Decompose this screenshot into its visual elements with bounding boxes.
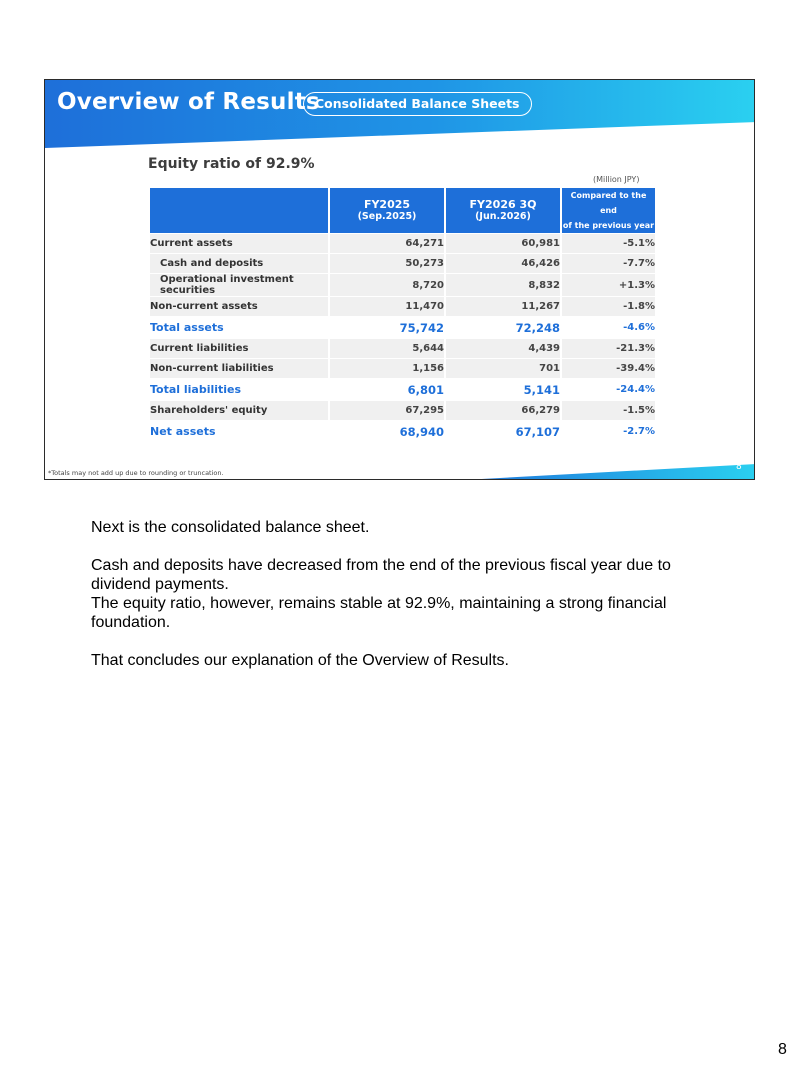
fy2026-value: 66,279 — [446, 401, 560, 421]
fy2025-value: 1,156 — [330, 359, 444, 379]
fy2025-value: 11,470 — [330, 297, 444, 317]
fy2026-value: 72,248 — [446, 317, 560, 339]
fy2026-value: 701 — [446, 359, 560, 379]
table-row — [150, 401, 655, 421]
fy2025-value: 6,801 — [330, 379, 444, 401]
table-row-total — [150, 421, 655, 443]
row-label: Current assets — [150, 234, 328, 254]
fy2026-value: 67,107 — [446, 421, 560, 443]
table-row — [150, 297, 655, 317]
row-label: Non-current assets — [150, 297, 328, 317]
fy2026-value: 60,981 — [446, 234, 560, 254]
row-label: Cash and deposits — [150, 254, 328, 274]
header-blank — [150, 188, 328, 234]
row-label: Operational investment securities — [150, 274, 328, 297]
header-fy2026: FY2026 3Q (Jun.2026) — [446, 188, 560, 234]
speaker-notes — [91, 518, 711, 689]
row-label: Total liabilities — [150, 379, 328, 401]
change-value: -1.5% — [562, 401, 655, 421]
notes-paragraph: That concludes our explanation of the Overview of Results. — [91, 652, 509, 669]
fy2025-value: 8,720 — [330, 274, 444, 297]
notes-paragraph: Next is the consolidated balance sheet. — [91, 519, 370, 536]
fy2025-value: 5,644 — [330, 339, 444, 359]
unit-label: (Million JPY) — [593, 175, 640, 184]
table-row — [150, 359, 655, 379]
fy2025-value: 64,271 — [330, 234, 444, 254]
table-row — [150, 234, 655, 254]
slide-page-number: 8 — [736, 462, 742, 472]
change-value: -39.4% — [562, 359, 655, 379]
fy2026-value: 4,439 — [446, 339, 560, 359]
change-value: +1.3% — [562, 274, 655, 297]
slide — [44, 79, 755, 480]
fy2025-value: 67,295 — [330, 401, 444, 421]
change-value: -5.1% — [562, 234, 655, 254]
header-fy2025: FY2025 (Sep.2025) — [330, 188, 444, 234]
slide-section-pill: Consolidated Balance Sheets — [303, 92, 532, 116]
slide-subtitle: Equity ratio of 92.9% — [148, 156, 315, 172]
notes-paragraph: Cash and deposits have decreased from the end of the previous fiscal year due to dividend payments. — [91, 557, 671, 593]
notes-paragraph: The equity ratio, however, remains stable at 92.9%, maintaining a strong financial foundation. — [91, 595, 667, 631]
change-value: -2.7% — [562, 421, 655, 443]
fy2026-value: 8,832 — [446, 274, 560, 297]
change-value: -1.8% — [562, 297, 655, 317]
table-row-total — [150, 317, 655, 339]
fy2025-value: 68,940 — [330, 421, 444, 443]
page-number: 8 — [778, 1041, 787, 1058]
change-value: -4.6% — [562, 317, 655, 339]
slide-header-banner — [45, 80, 755, 150]
table-row — [150, 274, 655, 297]
change-value: -21.3% — [562, 339, 655, 359]
fy2026-value: 5,141 — [446, 379, 560, 401]
fy2026-value: 11,267 — [446, 297, 560, 317]
table-row — [150, 339, 655, 359]
change-value: -7.7% — [562, 254, 655, 274]
row-label: Total assets — [150, 317, 328, 339]
row-label: Shareholders' equity — [150, 401, 328, 421]
fy2026-value: 46,426 — [446, 254, 560, 274]
row-label: Current liabilities — [150, 339, 328, 359]
header-change: Compared to the end of the previous year — [562, 188, 655, 234]
slide-title: Overview of Results — [57, 89, 320, 115]
change-value: -24.4% — [562, 379, 655, 401]
slide-footnote: *Totals may not add up due to rounding or truncation. — [48, 469, 224, 477]
balance-sheet-table — [148, 188, 657, 443]
table-row-total — [150, 379, 655, 401]
fy2025-value: 75,742 — [330, 317, 444, 339]
fy2025-value: 50,273 — [330, 254, 444, 274]
table-row — [150, 254, 655, 274]
row-label: Non-current liabilities — [150, 359, 328, 379]
row-label: Net assets — [150, 421, 328, 443]
